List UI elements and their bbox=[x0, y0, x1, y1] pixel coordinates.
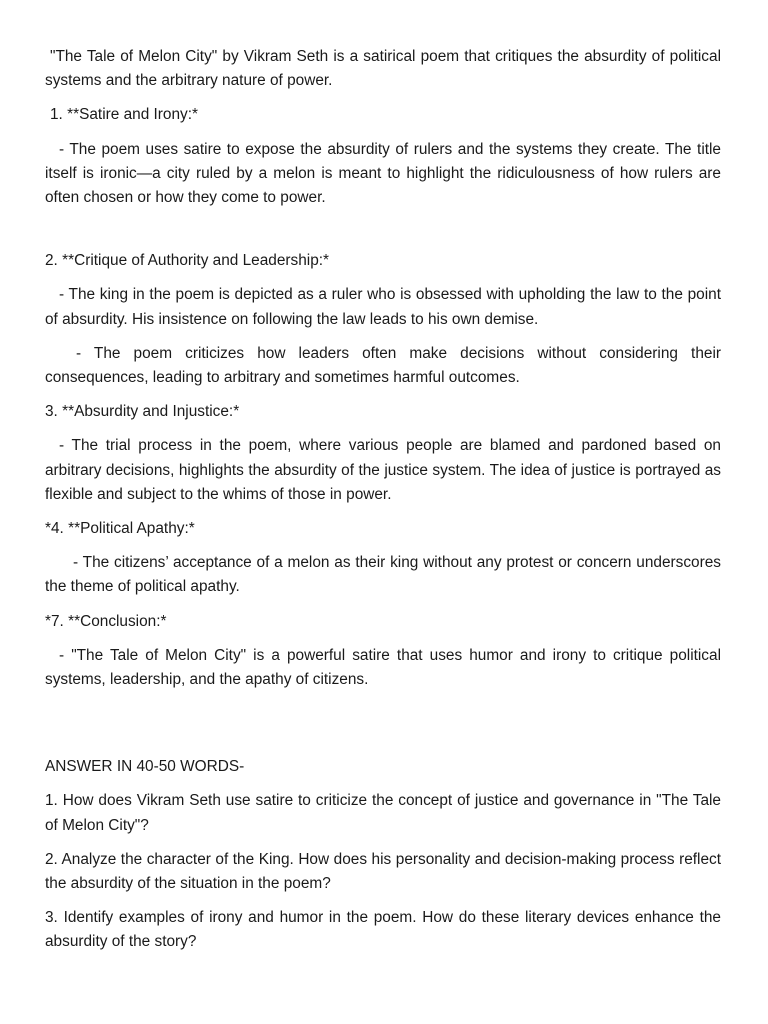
question-item: 2. Analyze the character of the King. How does his personality and decision-making process reflect the absurdity of the situation in the poem? bbox=[45, 850, 721, 893]
section-paragraph: - The king in the poem is depicted as a ruler who is obsessed with upholding the law to the point of absurdity. His insistence on following the law leads to his own demise. bbox=[45, 286, 721, 328]
question-item: 3. Identify examples of irony and humor in the poem. How do these literary devices enhance the absurdity of the story? bbox=[45, 909, 721, 951]
section-heading-political-apathy: *4. **Political Apathy:* bbox=[45, 520, 195, 538]
section-heading-conclusion: *7. **Conclusion:* bbox=[45, 612, 167, 630]
question-item: 1. How does Vikram Seth use satire to criticize the concept of justice and governance in "The Tale of Melon City"? bbox=[45, 792, 721, 834]
intro-paragraph: "The Tale of Melon City" by Vikram Seth is a satirical poem that critiques the absurdity of political systems and the arbitrary nature of power. bbox=[45, 48, 721, 90]
section-paragraph: - The poem criticizes how leaders often make decisions without considering their consequences, leading to arbitrary and sometimes harmful outcomes. bbox=[45, 344, 721, 387]
document-page bbox=[45, 45, 721, 955]
section-paragraph: - The citizens’ acceptance of a melon as their king without any protest or concern underscores the theme of political apathy. bbox=[45, 554, 721, 596]
section-heading-absurdity-injustice: 3. **Absurdity and Injustice:* bbox=[45, 403, 240, 421]
section-paragraph: - The poem uses satire to expose the absurdity of rulers and the systems they create. The title itself is ironic—a city ruled by a melon is meant to highlight the ridiculousness of how rulers are often chosen or how they come to power. bbox=[45, 140, 721, 207]
questions-heading: ANSWER IN 40-50 WORDS- bbox=[45, 758, 245, 776]
section-heading-critique-authority: 2. **Critique of Authority and Leadership:* bbox=[45, 252, 330, 270]
section-heading-satire-irony: 1. **Satire and Irony:* bbox=[50, 106, 199, 124]
section-paragraph: - The trial process in the poem, where various people are blamed and pardoned based on arbitrary decisions, highlights the absurdity of the justice system. The idea of justice is portrayed as flexible and subject to the whims of those in power. bbox=[45, 437, 721, 503]
section-paragraph: - "The Tale of Melon City" is a powerful satire that uses humor and irony to critique political systems, leadership, and the apathy of citizens. bbox=[45, 646, 721, 689]
